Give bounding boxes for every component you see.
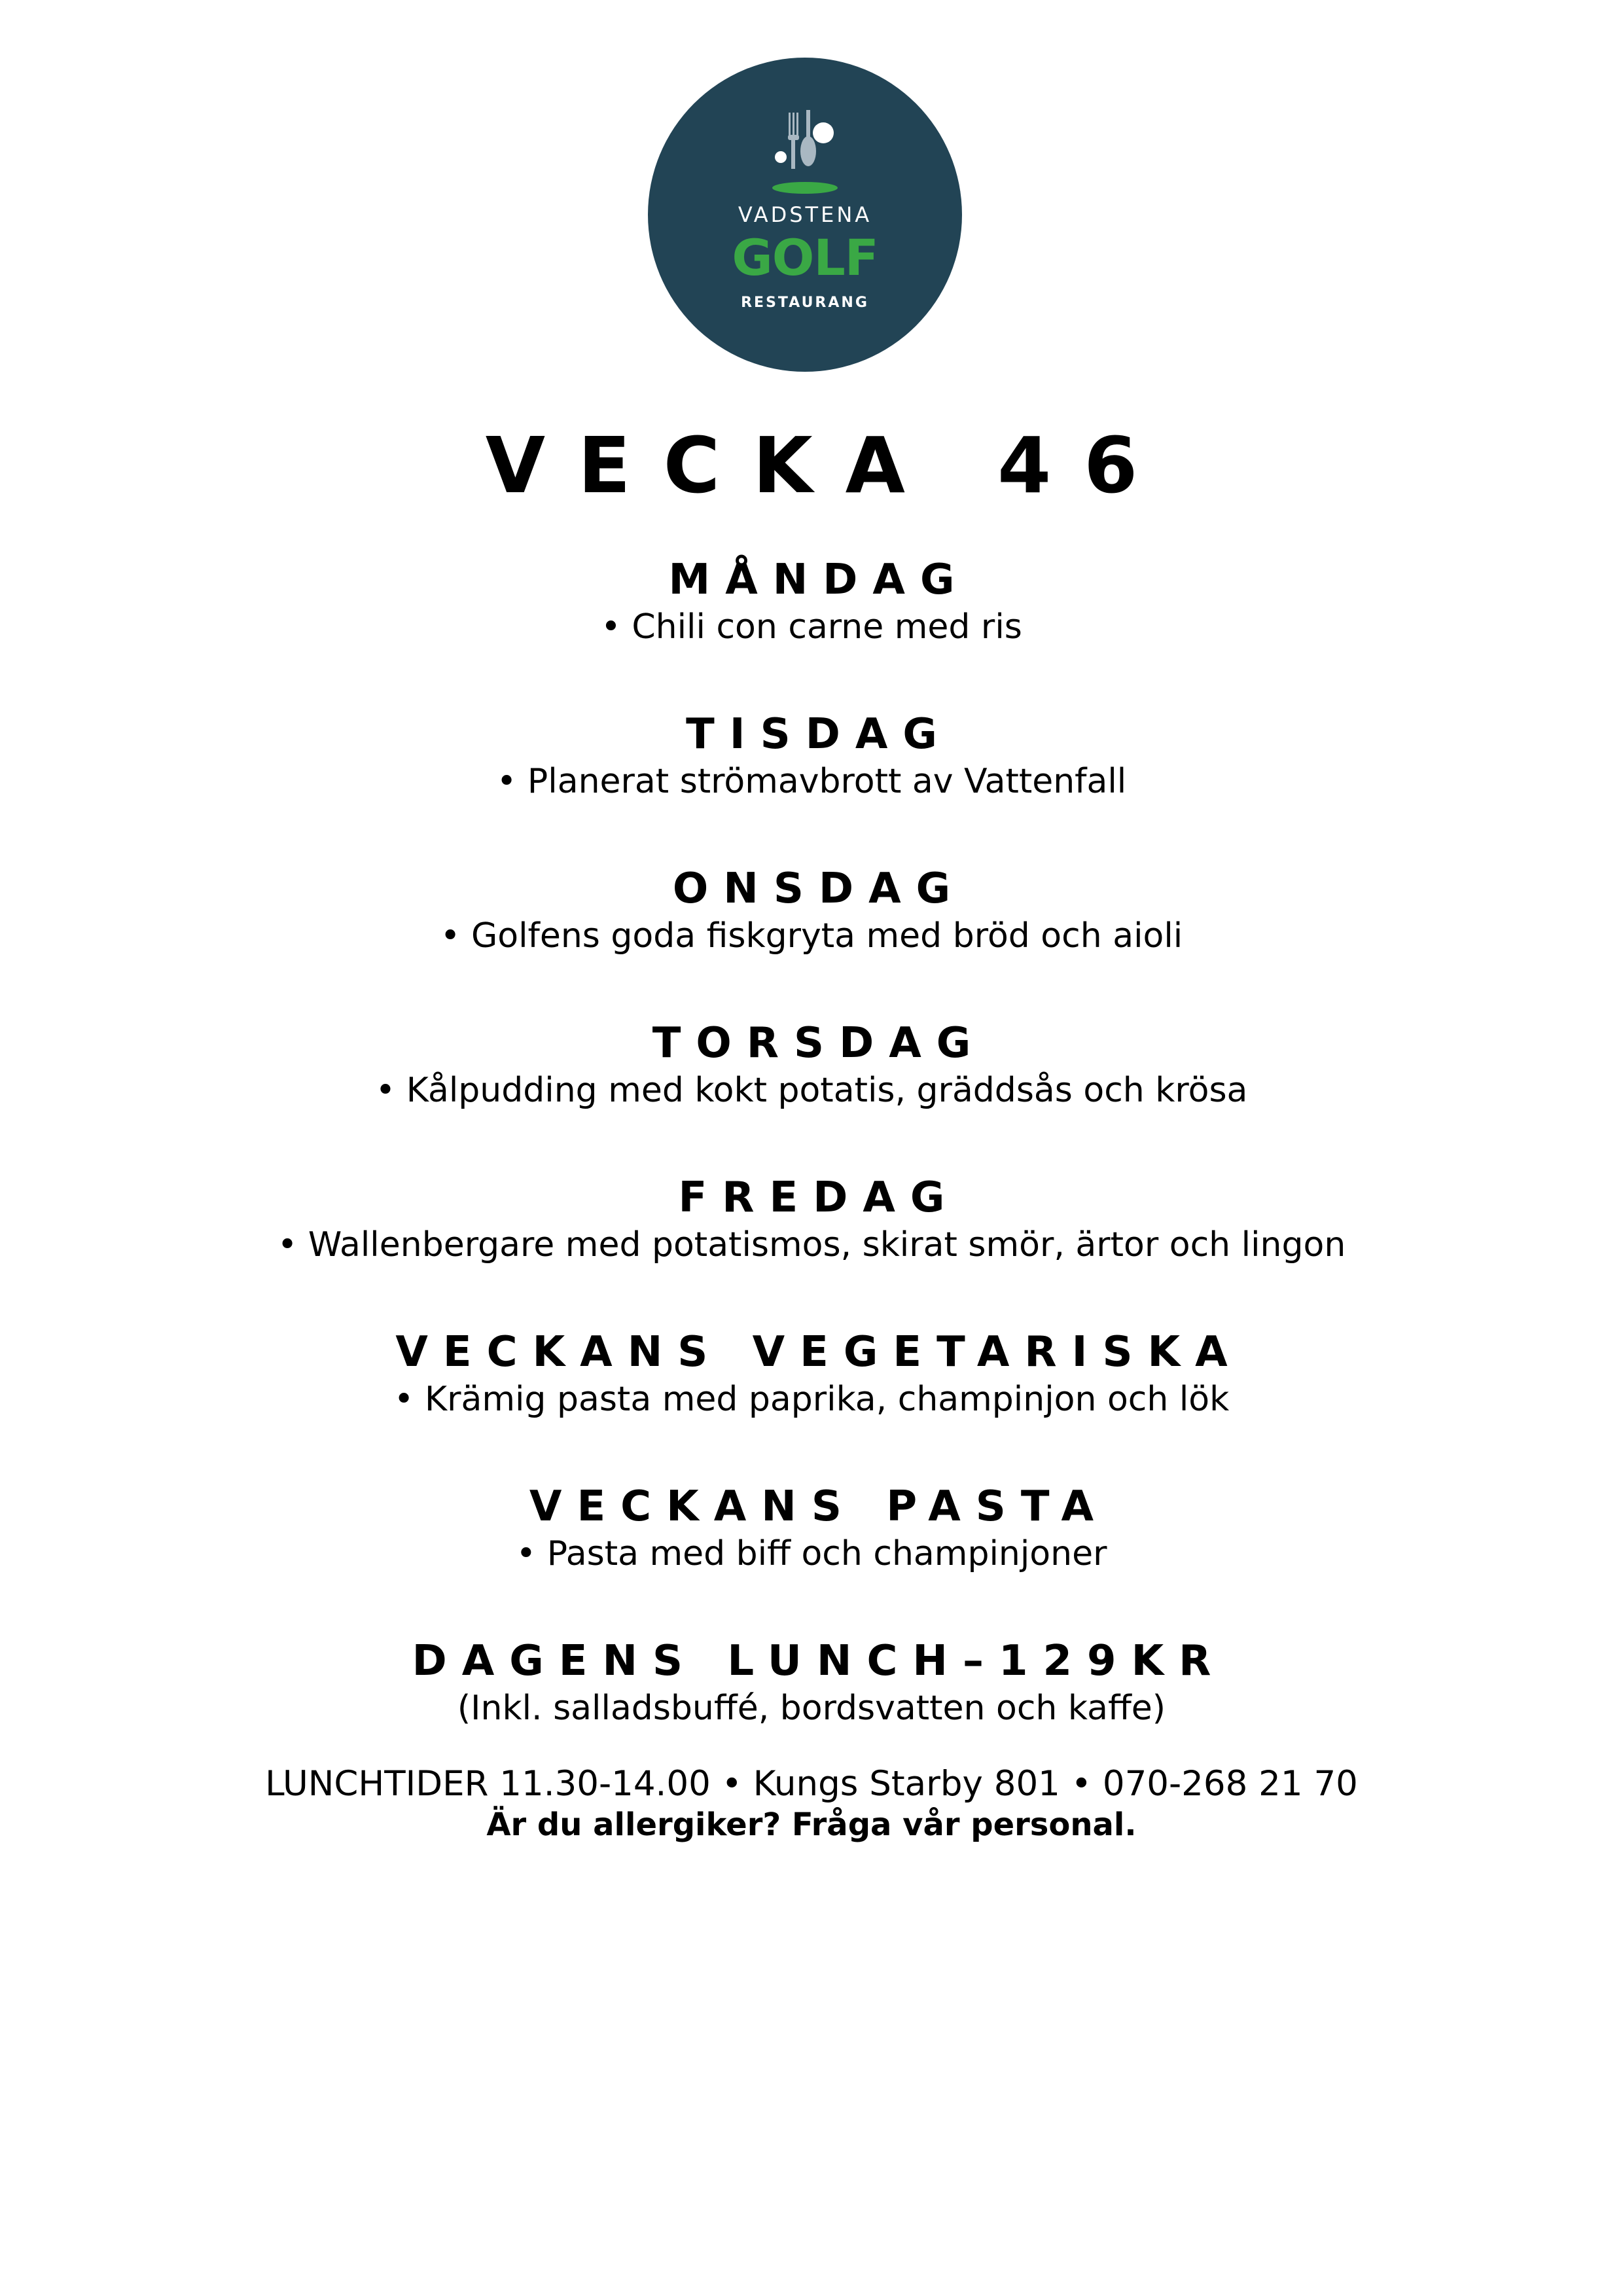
section-heading: VECKANS VEGETARISKA [395,1328,1243,1376]
day-heading: TORSDAG [652,1019,986,1067]
day-section-thursday [0,1018,1623,1113]
menu-item: • Chili con carne med ris [601,607,1022,647]
day-section-wednesday [0,864,1623,958]
day-heading: ONSDAG [672,865,966,913]
day-heading: FREDAG [678,1174,960,1222]
menu-item: • Wallenbergare med potatismos, skirat smör, ärtor och lingon [277,1225,1346,1265]
menu-item: • Pasta med biff och champinjoner [516,1534,1107,1573]
price-heading: DAGENS LUNCH–129KR [412,1637,1226,1685]
section-heading: VECKANS PASTA [529,1482,1109,1531]
logo-text-vadstena: VADSTENA [738,202,872,227]
day-section-tuesday [0,709,1623,804]
day-section-friday [0,1173,1623,1267]
day-heading: MÅNDAG [668,556,970,604]
section-vegetarian [0,1327,1623,1422]
menu-item: • Krämig pasta med paprika, champinjon och lök [393,1380,1230,1419]
day-section-monday [0,555,1623,649]
logo-text-golf: GOLF [732,228,878,287]
week-title: VECKA 46 [485,420,1171,511]
menu-item: • Kålpudding med kokt potatis, gräddsås och krösa [375,1071,1248,1110]
section-price [0,1636,1623,1731]
menu-item: • Golfens goda fiskgryta med bröd och aioli [440,916,1183,956]
allergy-notice: Är du allergiker? Fråga vår personal. [486,1806,1137,1843]
section-pasta [0,1482,1623,1576]
day-heading: TISDAG [686,710,952,759]
restaurant-logo [648,58,962,372]
footer-info: LUNCHTIDER 11.30-14.00 • Kungs Starby 801 • 070-268 21 70 [265,1764,1358,1804]
menu-item: • Planerat strömavbrott av Vattenfall [496,762,1127,801]
logo-text-restaurang: RESTAURANG [741,295,869,311]
price-note: (Inkl. salladsbuffé, bordsvatten och kaffe) [457,1689,1166,1728]
